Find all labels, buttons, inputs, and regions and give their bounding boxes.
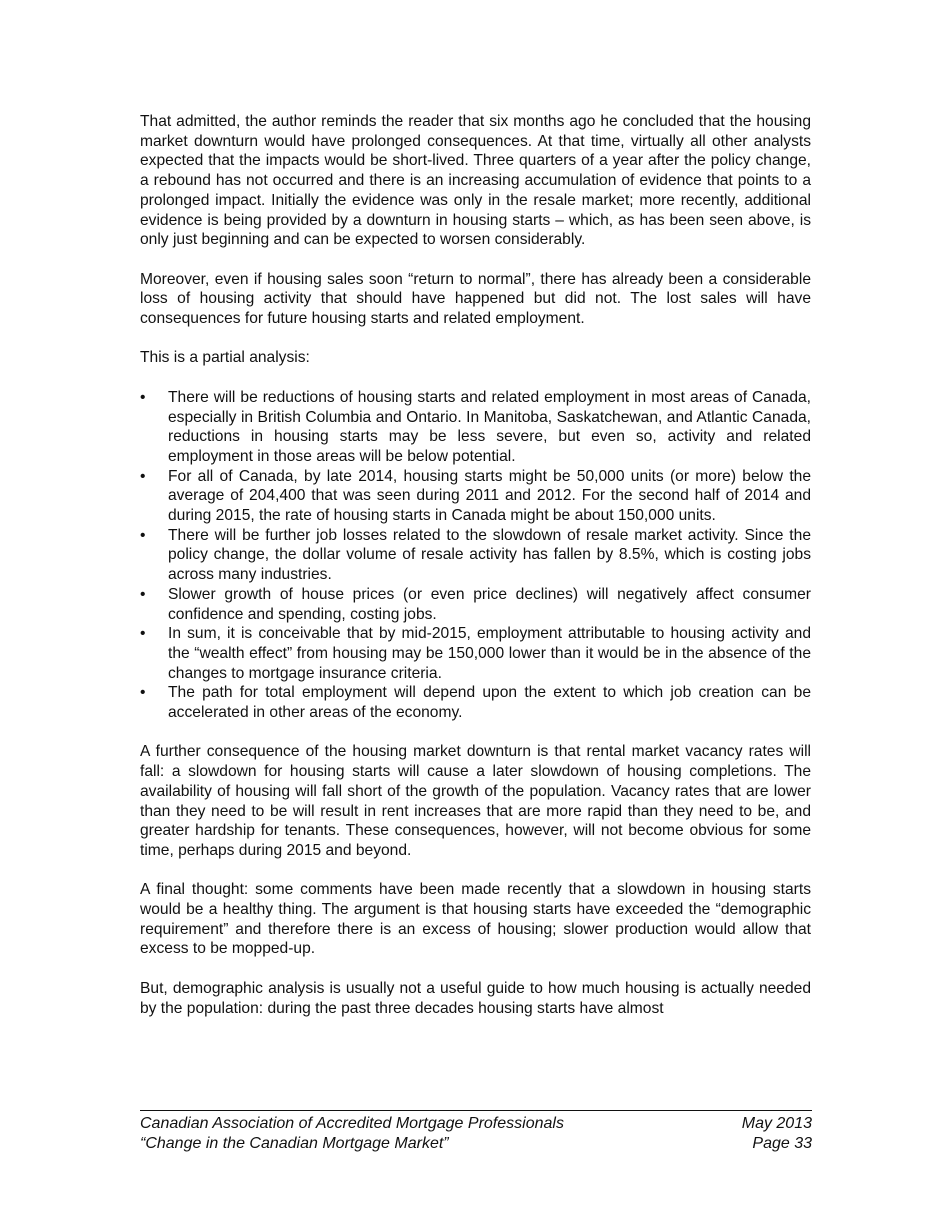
list-item: [140, 624, 811, 683]
paragraph: But, demographic analysis is usually not a useful guide to how much housing is actually needed by the population: during the past three decades housing starts have almost: [140, 979, 811, 1017]
list-item-text: Slower growth of house prices (or even price declines) will negatively affect consumer confidence and spending, costing jobs.: [168, 585, 811, 623]
bullet-marker: •: [140, 467, 146, 485]
list-item-text: For all of Canada, by late 2014, housing starts might be 50,000 units (or more) below the average of 204,400 that was seen during 2011 and 2012. For the second half of 2014 and during 2015, the rate of housing starts in Canada might be about 150,000 units.: [168, 467, 811, 525]
bullet-marker: •: [140, 526, 146, 544]
footer-page-number: Page 33: [752, 1135, 812, 1152]
list-item-text: There will be reductions of housing starts and related employment in most areas of Canada, especially in British Columbia and Ontario. In Manitoba, Saskatchewan, and Atlantic Canada, reductions in housing starts may be less severe, but even so, activity and related employment in those areas will be below potential.: [168, 388, 811, 465]
document-body: [140, 112, 811, 1018]
paragraph: Moreover, even if housing sales soon “return to normal”, there has already been a considerable loss of housing activity that should have happened but did not. The lost sales will have consequences for future housing starts and related employment.: [140, 270, 811, 328]
footer-row: [140, 1114, 812, 1134]
list-item: [140, 467, 811, 526]
footer-date: May 2013: [741, 1115, 812, 1132]
list-item: [140, 683, 811, 722]
bullet-marker: •: [140, 625, 146, 643]
paragraph: A final thought: some comments have been made recently that a slowdown in housing starts would be a healthy thing. The argument is that housing starts have exceeded the “demographic requirement” and therefore there is an excess of housing; slower production would allow that excess to be mopped-up.: [140, 881, 811, 958]
bullet-list: [140, 388, 811, 723]
paragraph: This is a partial analysis:: [140, 349, 310, 367]
bullet-marker: •: [140, 585, 146, 603]
paragraph: A further consequence of the housing market downturn is that rental market vacancy rates will fall: a slowdown for housing starts will cause a later slowdown of housing completions. The availability of housing will fall short of the growth of the population. Vacancy rates that are lower than they need to be will result in rent increases that are more rapid than they need to be, and greater hardship for tenants. These consequences, however, will not become obvious for some time, perhaps during 2015 and beyond.: [140, 743, 811, 859]
list-item-text: There will be further job losses related to the slowdown of resale market activity. Since the policy change, the dollar volume of resale activity has fallen by 8.5%, which is costing jobs across many industries.: [168, 526, 811, 584]
bullet-marker: •: [140, 684, 146, 702]
list-item: [140, 526, 811, 585]
paragraph: That admitted, the author reminds the reader that six months ago he concluded that the housing market downturn would have prolonged consequences. At that time, virtually all other analysts expected that the impacts would be short-lived. Three quarters of a year after the policy change, a rebound has not occurred and there is an increasing accumulation of evidence that points to a prolonged impact. Initially the evidence was only in the resale market; more recently, additional evidence is being provided by a downturn in housing starts – which, as has been seen above, is only just beginning and can be expected to worsen considerably.: [140, 113, 811, 249]
list-item: [140, 585, 811, 624]
footer-organization: Canadian Association of Accredited Mortgage Professionals: [140, 1115, 564, 1132]
page-footer: [140, 1110, 812, 1154]
footer-row: [140, 1134, 812, 1154]
list-item-text: The path for total employment will depend upon the extent to which job creation can be accelerated in other areas of the economy.: [168, 684, 811, 722]
bullet-marker: •: [140, 388, 146, 406]
footer-report-title: “Change in the Canadian Mortgage Market”: [140, 1135, 449, 1152]
list-item: [140, 388, 811, 467]
list-item-text: In sum, it is conceivable that by mid-2015, employment attributable to housing activity and the “wealth effect” from housing may be 150,000 lower than it would be in the absence of the changes to mortgage insurance criteria.: [168, 625, 811, 682]
